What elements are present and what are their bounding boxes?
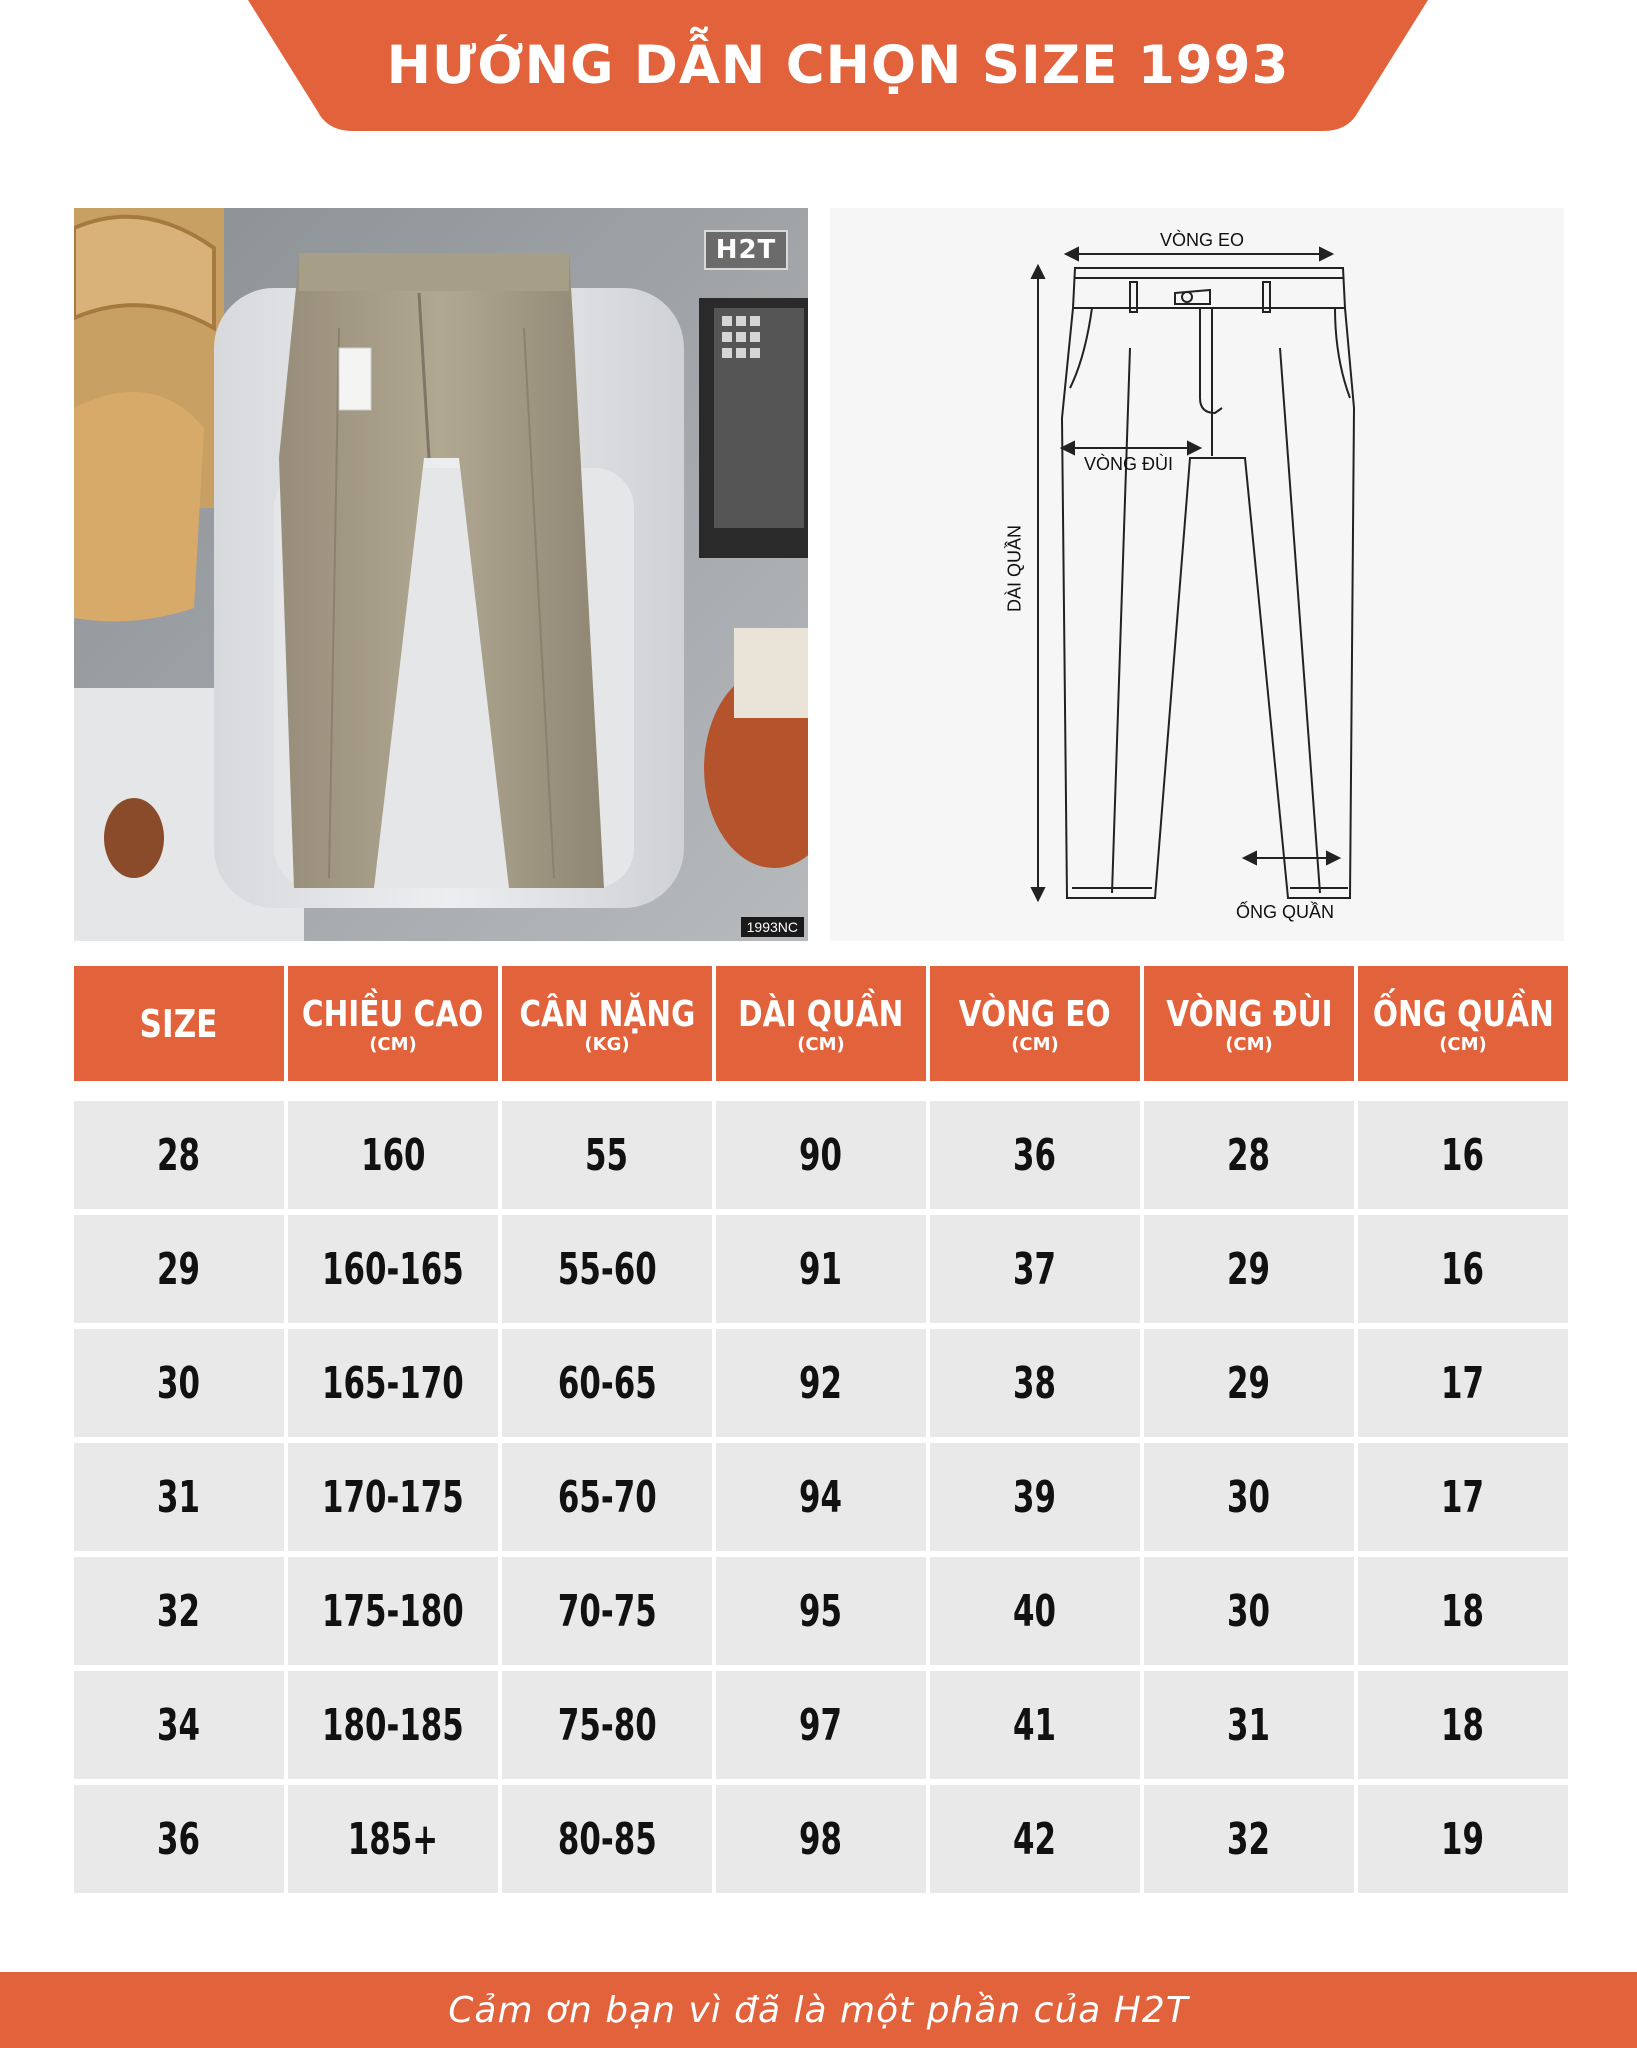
table-cell xyxy=(930,1443,1140,1551)
table-cell xyxy=(1358,1329,1568,1437)
column-header-unit: (KG) xyxy=(584,1033,630,1055)
table-cell xyxy=(288,1443,498,1551)
column-header xyxy=(716,966,926,1081)
table-cell-value: 37 xyxy=(1013,1243,1057,1295)
table-cell xyxy=(74,1785,284,1893)
measurement-diagram xyxy=(830,208,1564,941)
table-cell xyxy=(716,1329,926,1437)
column-header-unit: (CM) xyxy=(369,1033,417,1055)
table-cell xyxy=(1144,1557,1354,1665)
table-cell xyxy=(502,1101,712,1209)
table-cell-value: 94 xyxy=(799,1471,843,1523)
column-header-unit: (CM) xyxy=(1439,1033,1487,1055)
table-cell-value: 17 xyxy=(1441,1471,1485,1523)
table-row xyxy=(74,1443,1566,1551)
column-header xyxy=(1144,966,1354,1081)
table-cell xyxy=(1144,1443,1354,1551)
table-cell xyxy=(1144,1215,1354,1323)
table-cell xyxy=(288,1329,498,1437)
table-cell-value: 165-170 xyxy=(322,1357,464,1409)
table-cell-value: 29 xyxy=(157,1243,201,1295)
table-cell-value: 40 xyxy=(1013,1585,1057,1637)
thigh-label: VÒNG ĐÙI xyxy=(1084,454,1174,474)
column-header xyxy=(930,966,1140,1081)
column-header-label: CHIỀU CAO xyxy=(302,993,484,1035)
table-cell xyxy=(288,1557,498,1665)
table-row xyxy=(74,1785,1566,1893)
hem-label: ỐNG QUẦN xyxy=(1236,902,1335,922)
table-cell-value: 18 xyxy=(1441,1585,1485,1637)
table-row xyxy=(74,1329,1566,1437)
pants-diagram xyxy=(830,208,1564,941)
table-cell xyxy=(288,1215,498,1323)
column-header-label: CÂN NẶNG xyxy=(519,993,695,1035)
table-cell-value: 31 xyxy=(1227,1699,1271,1751)
table-cell-value: 41 xyxy=(1013,1699,1057,1751)
table-cell xyxy=(1358,1215,1568,1323)
table-cell-value: 175-180 xyxy=(322,1585,464,1637)
table-cell xyxy=(716,1557,926,1665)
table-cell xyxy=(716,1101,926,1209)
table-cell xyxy=(74,1101,284,1209)
column-header-unit: (CM) xyxy=(797,1033,845,1055)
pants-photo-illustration xyxy=(74,208,808,941)
table-cell-value: 70-75 xyxy=(557,1585,657,1637)
table-cell xyxy=(1358,1785,1568,1893)
table-cell-value: 16 xyxy=(1441,1129,1485,1181)
table-cell-value: 29 xyxy=(1227,1243,1271,1295)
product-code: 1993NC xyxy=(741,917,804,937)
table-cell xyxy=(930,1215,1140,1323)
column-header xyxy=(74,966,284,1081)
table-cell-value: 55 xyxy=(585,1129,629,1181)
table-cell-value: 98 xyxy=(799,1813,843,1865)
table-cell-value: 80-85 xyxy=(557,1813,657,1865)
table-row xyxy=(74,1101,1566,1209)
column-header xyxy=(502,966,712,1081)
column-header-label: VÒNG ĐÙI xyxy=(1165,993,1333,1035)
table-cell xyxy=(1358,1557,1568,1665)
table-cell-value: 97 xyxy=(799,1699,843,1751)
footer-text: Cảm ơn bạn vì đã là một phần của H2T xyxy=(448,1989,1189,2031)
table-cell-value: 32 xyxy=(1227,1813,1271,1865)
table-cell-value: 34 xyxy=(157,1699,201,1751)
table-cell xyxy=(502,1215,712,1323)
table-cell-value: 17 xyxy=(1441,1357,1485,1409)
table-cell-value: 29 xyxy=(1227,1357,1271,1409)
table-row xyxy=(74,1215,1566,1323)
table-cell-value: 28 xyxy=(1227,1129,1271,1181)
table-cell xyxy=(930,1557,1140,1665)
table-cell xyxy=(502,1443,712,1551)
table-cell-value: 170-175 xyxy=(322,1471,464,1523)
table-cell-value: 38 xyxy=(1013,1357,1057,1409)
table-cell xyxy=(716,1443,926,1551)
column-header-unit: (CM) xyxy=(1011,1033,1059,1055)
footer-bar xyxy=(0,1972,1637,2048)
table-cell-value: 65-70 xyxy=(557,1471,657,1523)
table-cell-value: 92 xyxy=(799,1357,843,1409)
table-cell xyxy=(1144,1671,1354,1779)
table-cell-value: 32 xyxy=(157,1585,201,1637)
table-cell-value: 18 xyxy=(1441,1699,1485,1751)
table-cell xyxy=(1358,1671,1568,1779)
table-cell-value: 91 xyxy=(799,1243,843,1295)
table-cell-value: 60-65 xyxy=(557,1357,657,1409)
table-cell-value: 55-60 xyxy=(557,1243,657,1295)
column-header-label: DÀI QUẦN xyxy=(738,993,904,1035)
table-cell xyxy=(930,1785,1140,1893)
table-cell xyxy=(716,1215,926,1323)
table-cell xyxy=(502,1557,712,1665)
table-cell-value: 31 xyxy=(157,1471,201,1523)
title-banner xyxy=(248,0,1428,131)
table-cell xyxy=(288,1101,498,1209)
table-cell xyxy=(930,1329,1140,1437)
table-cell xyxy=(1358,1101,1568,1209)
table-cell xyxy=(502,1785,712,1893)
table-cell xyxy=(716,1785,926,1893)
table-cell xyxy=(1144,1101,1354,1209)
column-header-label: VÒNG EO xyxy=(959,993,1111,1035)
table-cell xyxy=(1144,1329,1354,1437)
table-cell xyxy=(74,1557,284,1665)
table-cell-value: 28 xyxy=(157,1129,201,1181)
table-cell-value: 39 xyxy=(1013,1471,1057,1523)
table-cell xyxy=(930,1671,1140,1779)
table-cell-value: 180-185 xyxy=(322,1699,464,1751)
table-cell xyxy=(1144,1785,1354,1893)
table-cell-value: 75-80 xyxy=(557,1699,657,1751)
table-cell xyxy=(930,1101,1140,1209)
table-cell-value: 36 xyxy=(1013,1129,1057,1181)
length-label: DÀI QUẦN xyxy=(1004,525,1025,613)
table-row xyxy=(74,1557,1566,1665)
table-cell-value: 16 xyxy=(1441,1243,1485,1295)
column-header-label: ỐNG QUẦN xyxy=(1372,993,1554,1035)
waist-label: VÒNG EO xyxy=(1160,230,1245,250)
table-cell xyxy=(74,1215,284,1323)
column-header-unit: (CM) xyxy=(1225,1033,1273,1055)
table-cell-value: 90 xyxy=(799,1129,843,1181)
table-cell xyxy=(74,1443,284,1551)
table-cell-value: 36 xyxy=(157,1813,201,1865)
table-cell xyxy=(288,1785,498,1893)
table-cell-value: 160-165 xyxy=(322,1243,464,1295)
table-cell xyxy=(74,1329,284,1437)
table-cell-value: 19 xyxy=(1441,1813,1485,1865)
table-cell xyxy=(74,1671,284,1779)
table-cell xyxy=(716,1671,926,1779)
table-cell xyxy=(502,1329,712,1437)
table-row xyxy=(74,1671,1566,1779)
table-cell-value: 30 xyxy=(1227,1471,1271,1523)
table-header xyxy=(74,966,1566,1081)
table-cell-value: 185+ xyxy=(347,1813,439,1865)
table-cell xyxy=(502,1671,712,1779)
table-cell-value: 42 xyxy=(1013,1813,1057,1865)
table-cell-value: 95 xyxy=(799,1585,843,1637)
table-cell xyxy=(288,1671,498,1779)
table-cell xyxy=(1358,1443,1568,1551)
column-header xyxy=(288,966,498,1081)
product-photo xyxy=(74,208,808,941)
table-cell-value: 30 xyxy=(157,1357,201,1409)
column-header xyxy=(1358,966,1568,1081)
page-title: HƯỚNG DẪN CHỌN SIZE 1993 xyxy=(386,35,1290,96)
brand-logo: H2T xyxy=(704,230,788,270)
table-cell-value: 160 xyxy=(360,1129,426,1181)
column-header-label: SIZE xyxy=(140,1001,218,1046)
table-cell-value: 30 xyxy=(1227,1585,1271,1637)
